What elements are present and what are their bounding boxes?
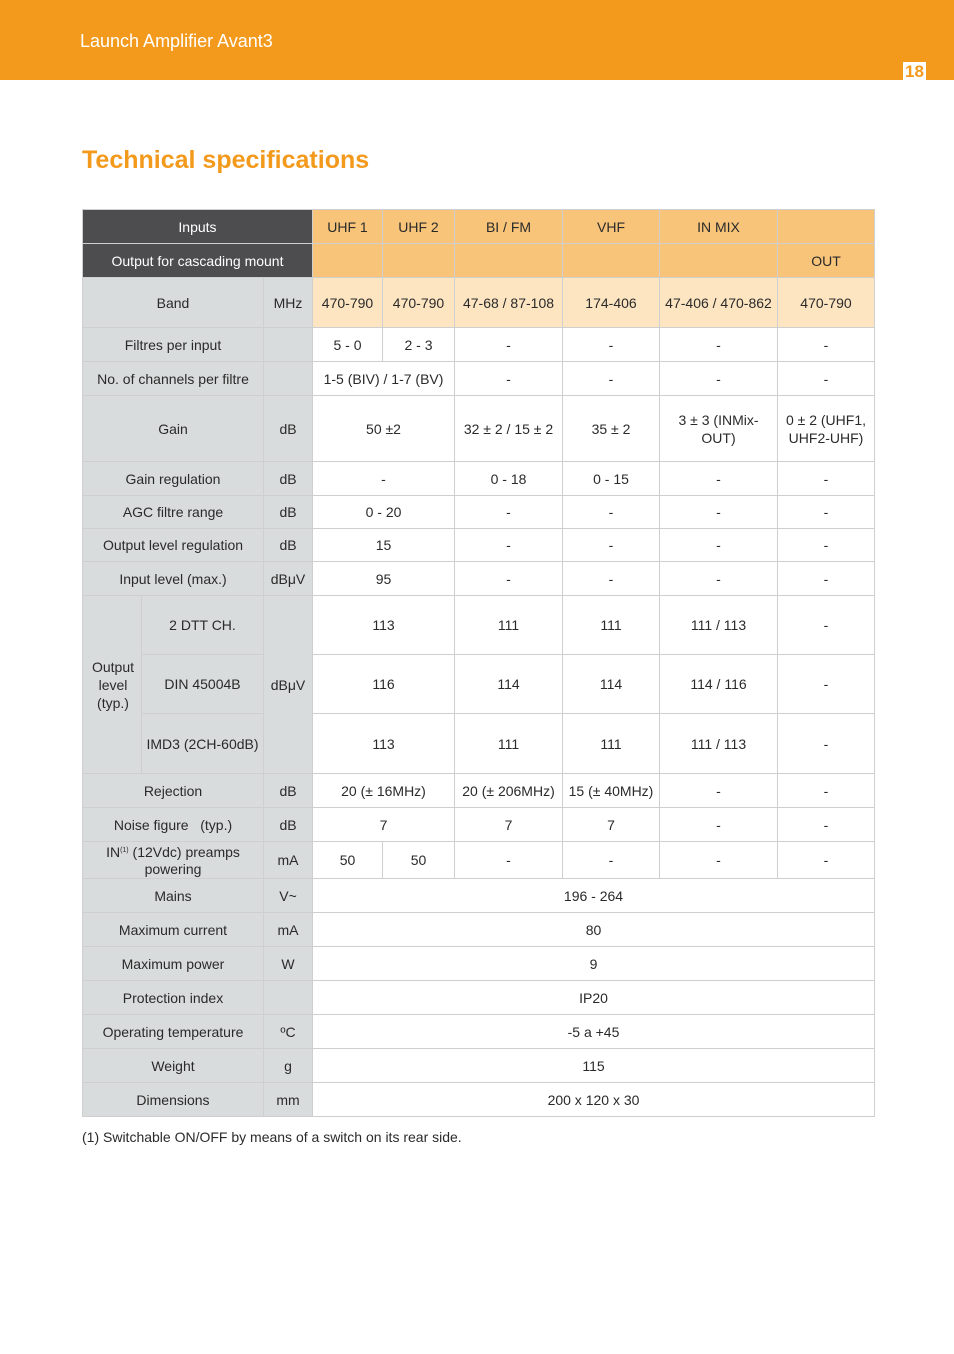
table-cell: 7 (455, 808, 563, 842)
table-cell: - (660, 462, 778, 496)
row-label: Gain (83, 396, 264, 462)
table-cell: - (660, 808, 778, 842)
table-cell: 47-68 / 87-108 (455, 278, 563, 328)
table-cell: - (778, 596, 875, 655)
table-cell: 7 (313, 808, 455, 842)
table-cell (455, 244, 563, 278)
row-unit: MHz (264, 278, 313, 328)
table-cell: 32 ± 2 / 15 ± 2 (455, 396, 563, 462)
table-cell: 174-406 (563, 278, 660, 328)
row-unit: dBμV (264, 562, 313, 596)
row-unit: dB (264, 496, 313, 529)
table-row (83, 947, 875, 981)
table-cell: - (660, 328, 778, 362)
table-cell: 200 x 120 x 30 (313, 1083, 875, 1117)
table-cell: 95 (313, 562, 455, 596)
row-unit: W (264, 947, 313, 981)
row-label: Output level regulation (83, 529, 264, 562)
table-cell: - (563, 842, 660, 879)
table-cell: - (778, 562, 875, 596)
table-cell: - (455, 529, 563, 562)
table-cell: 9 (313, 947, 875, 981)
row-sublabel: IMD3 (2CH-60dB) (142, 714, 264, 774)
row-label: Filtres per input (83, 328, 264, 362)
table-cell: - (563, 562, 660, 596)
row-label: AGC filtre range (83, 496, 264, 529)
row-label: No. of channels per filtre (83, 362, 264, 396)
page-heading: Technical specifications (82, 146, 370, 174)
table-row (83, 655, 875, 714)
table-cell: 35 ± 2 (563, 396, 660, 462)
table-cell: 3 ± 3 (INMix-OUT) (660, 396, 778, 462)
table-cell: 111 (455, 714, 563, 774)
table-cell: - (455, 842, 563, 879)
table-cell: - (778, 362, 875, 396)
footnote-ref: (1) (120, 847, 129, 854)
table-cell: 470-790 (313, 278, 383, 328)
table-cell: 20 (± 16MHz) (313, 774, 455, 808)
col-header-out: OUT (778, 244, 875, 278)
table-cell: - (778, 462, 875, 496)
table-row (83, 362, 875, 396)
row-unit: dB (264, 808, 313, 842)
row-label: Weight (83, 1049, 264, 1083)
document-title: Launch Amplifier Avant3 (80, 31, 273, 51)
row-label: Gain regulation (83, 462, 264, 496)
table-cell: 116 (313, 655, 455, 714)
table-cell: 0 ± 2 (UHF1, UHF2-UHF) (778, 396, 875, 462)
table-cell: - (563, 362, 660, 396)
table-cell: 196 - 264 (313, 879, 875, 913)
row-unit (264, 981, 313, 1015)
table-cell: 113 (313, 596, 455, 655)
table-row (83, 1049, 875, 1083)
inputs-label: Inputs (83, 210, 313, 244)
table-cell: 470-790 (383, 278, 455, 328)
table-cell: - (778, 496, 875, 529)
row-unit: dB (264, 529, 313, 562)
row-sublabel: DIN 45004B (142, 655, 264, 714)
table-row (83, 210, 875, 244)
row-unit: dB (264, 396, 313, 462)
table-cell: - (660, 496, 778, 529)
table-cell: -5 a +45 (313, 1015, 875, 1049)
table-cell: 470-790 (778, 278, 875, 328)
table-cell: 111 (563, 596, 660, 655)
table-row (83, 278, 875, 328)
table-cell: - (455, 328, 563, 362)
row-label: Maximum current (83, 913, 264, 947)
col-header-vhf: VHF (563, 210, 660, 244)
row-unit: dB (264, 774, 313, 808)
table-cell: 114 (455, 655, 563, 714)
row-unit: V~ (264, 879, 313, 913)
col-header-inmix: IN MIX (660, 210, 778, 244)
table-cell: 47-406 / 470-862 (660, 278, 778, 328)
table-row (83, 529, 875, 562)
table-row (83, 714, 875, 774)
row-label: Output level (typ.) (83, 596, 142, 774)
row-sublabel: 2 DTT CH. (142, 596, 264, 655)
table-cell: 50 ±2 (313, 396, 455, 462)
row-unit: dB (264, 462, 313, 496)
table-row (83, 596, 875, 655)
table-cell: - (660, 362, 778, 396)
col-header-bifm: BI / FM (455, 210, 563, 244)
col-header-uhf1: UHF 1 (313, 210, 383, 244)
table-row (83, 774, 875, 808)
row-unit (264, 362, 313, 396)
table-cell: 111 (455, 596, 563, 655)
row-label: Rejection (83, 774, 264, 808)
table-cell (660, 244, 778, 278)
table-cell: - (660, 842, 778, 879)
table-cell (563, 244, 660, 278)
table-cell: 15 (± 40MHz) (563, 774, 660, 808)
table-cell: 0 - 18 (455, 462, 563, 496)
table-cell: 20 (± 206MHz) (455, 774, 563, 808)
page-number: 18 (905, 62, 924, 81)
table-cell: - (455, 496, 563, 529)
table-cell: 113 (313, 714, 455, 774)
table-cell: - (778, 842, 875, 879)
row-unit (264, 328, 313, 362)
table-cell: 7 (563, 808, 660, 842)
table-row (83, 496, 875, 529)
table-row (83, 913, 875, 947)
table-row (83, 328, 875, 362)
table-cell: - (660, 562, 778, 596)
table-cell: 5 - 0 (313, 328, 383, 362)
table-cell: - (660, 774, 778, 808)
table-cell: 111 / 113 (660, 714, 778, 774)
table-cell: 115 (313, 1049, 875, 1083)
row-label: Protection index (83, 981, 264, 1015)
table-row (83, 981, 875, 1015)
table-row (83, 1015, 875, 1049)
footnote: (1) Switchable ON/OFF by means of a switch on its rear side. (82, 1129, 462, 1145)
row-label: Mains (83, 879, 264, 913)
table-row (83, 244, 875, 278)
table-row (83, 396, 875, 462)
row-label: Noise figure (typ.) (83, 808, 264, 842)
table-row (83, 462, 875, 496)
table-cell: 50 (383, 842, 455, 879)
table-cell: 114 (563, 655, 660, 714)
row-label: Input level (max.) (83, 562, 264, 596)
table-cell: - (455, 362, 563, 396)
table-cell: 111 / 113 (660, 596, 778, 655)
table-cell: - (778, 808, 875, 842)
table-cell: - (778, 655, 875, 714)
table-cell: 114 / 116 (660, 655, 778, 714)
table-row (83, 562, 875, 596)
table-cell (383, 244, 455, 278)
table-cell: - (563, 328, 660, 362)
row-label (83, 842, 264, 879)
table-cell: - (455, 562, 563, 596)
table-cell: - (563, 496, 660, 529)
row-unit: mA (264, 913, 313, 947)
table-cell: IP20 (313, 981, 875, 1015)
table-cell: - (778, 774, 875, 808)
table-cell: 50 (313, 842, 383, 879)
table-cell: - (778, 529, 875, 562)
header-banner (0, 0, 954, 80)
table-cell: 15 (313, 529, 455, 562)
row-label-prefix: IN (106, 844, 121, 860)
table-cell: 2 - 3 (383, 328, 455, 362)
row-unit: ºC (264, 1015, 313, 1049)
table-row (83, 1083, 875, 1117)
table-cell (313, 244, 383, 278)
table-cell: 80 (313, 913, 875, 947)
row-label: Dimensions (83, 1083, 264, 1117)
row-unit: dBμV (264, 596, 313, 774)
col-header-empty (778, 210, 875, 244)
col-header-uhf2: UHF 2 (383, 210, 455, 244)
row-label: Maximum power (83, 947, 264, 981)
table-cell: - (778, 714, 875, 774)
table-cell: - (313, 462, 455, 496)
row-unit: g (264, 1049, 313, 1083)
row-unit: mA (264, 842, 313, 879)
table-row (83, 808, 875, 842)
table-row (83, 842, 875, 879)
output-label: Output for cascading mount (83, 244, 313, 278)
spec-table (82, 209, 875, 1117)
table-row (83, 879, 875, 913)
table-cell: 1-5 (BIV) / 1-7 (BV) (313, 362, 455, 396)
row-label-rest: (12Vdc) preamps powering (128, 844, 240, 877)
row-label: Operating temperature (83, 1015, 264, 1049)
table-cell: - (660, 529, 778, 562)
table-cell: 0 - 15 (563, 462, 660, 496)
table-cell: - (563, 529, 660, 562)
table-cell: 0 - 20 (313, 496, 455, 529)
row-unit: mm (264, 1083, 313, 1117)
table-cell: 111 (563, 714, 660, 774)
row-label: Band (83, 278, 264, 328)
table-cell: - (778, 328, 875, 362)
